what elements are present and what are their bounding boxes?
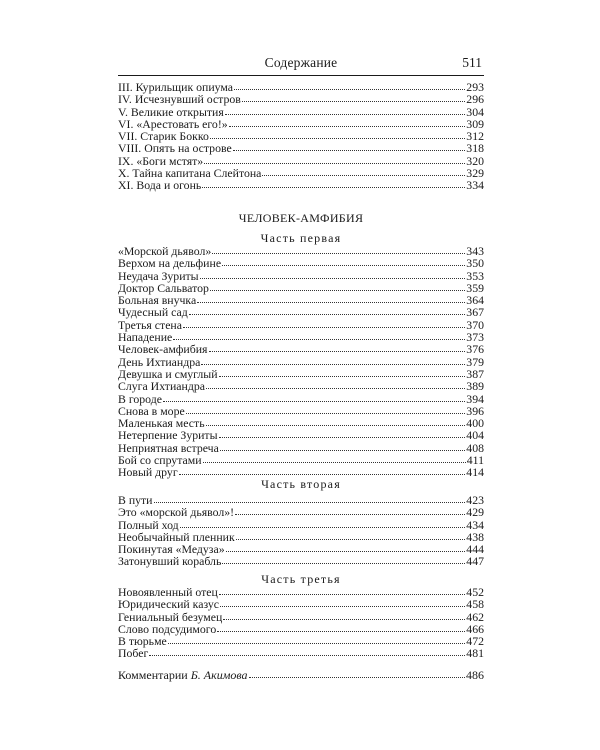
leader-dots — [219, 594, 465, 595]
leader-dots — [236, 539, 466, 540]
toc-entry[interactable] — [118, 319, 484, 331]
chapter-page-number: 376 — [466, 342, 484, 357]
chapter-title: Маленькая месть — [118, 416, 205, 431]
chapter-page-number: 296 — [466, 92, 484, 107]
toc-entry[interactable] — [118, 257, 484, 269]
chapter-page-number: 387 — [466, 366, 484, 381]
chapter-page-number: 411 — [466, 453, 484, 468]
chapter-title: «Морской дьявол» — [118, 244, 212, 258]
leader-dots — [219, 437, 466, 438]
toc-entry[interactable] — [118, 635, 484, 647]
chapter-page-number: 389 — [466, 379, 484, 394]
chapter-title: Снова в море — [118, 403, 185, 418]
leader-dots — [225, 114, 466, 115]
leader-dots — [173, 339, 465, 340]
chapter-title: Новоявленный отец — [118, 585, 218, 599]
chapter-page-number: 472 — [466, 634, 484, 649]
leader-dots — [204, 163, 465, 164]
leader-dots — [219, 376, 466, 377]
commentary-title: Комментарии Б. Акимова — [118, 668, 248, 682]
chapter-title: IX. «Боги мстят» — [118, 153, 204, 168]
toc-entry[interactable] — [118, 623, 484, 635]
chapter-title: Неудача Зуриты — [118, 268, 199, 283]
leader-dots — [168, 643, 466, 644]
leader-dots — [262, 175, 465, 176]
chapter-page-number: 404 — [466, 428, 484, 443]
toc-entry[interactable] — [118, 93, 484, 105]
part2-chapter-list — [118, 494, 484, 568]
chapter-title: Полный ход — [118, 517, 179, 532]
chapter-page-number: 293 — [466, 80, 484, 94]
leader-dots — [229, 126, 466, 127]
chapters-top-list — [118, 81, 484, 192]
toc-entry[interactable] — [118, 555, 484, 567]
chapter-page-number: 414 — [466, 465, 484, 480]
toc-entry[interactable] — [118, 393, 484, 405]
commentary-page: 486 — [466, 668, 484, 682]
leader-dots — [180, 527, 466, 528]
chapter-page-number: 452 — [466, 585, 484, 599]
leader-dots — [220, 606, 465, 607]
leader-dots — [220, 450, 465, 451]
chapter-page-number: 309 — [466, 116, 484, 131]
chapter-page-number: 447 — [466, 554, 484, 569]
part3-heading: Часть третья — [261, 572, 341, 586]
chapter-page-number: 312 — [466, 129, 484, 144]
toc-entry[interactable] — [118, 142, 484, 154]
chapter-title: Третья стена — [118, 317, 182, 332]
chapter-title: V. Великие открытия — [118, 104, 224, 119]
commentary-block — [118, 669, 484, 681]
chapter-title: Чудесный сад — [118, 305, 188, 320]
chapter-title: Новый друг — [118, 465, 178, 480]
leader-dots — [234, 89, 465, 90]
leader-dots — [222, 563, 465, 564]
chapter-title: Необычайный пленник — [118, 529, 235, 544]
chapter-title: Это «морской дьявол»! — [118, 505, 235, 520]
chapter-title: Больная внучка — [118, 293, 197, 308]
chapter-title: VII. Старик Бокко — [118, 129, 209, 144]
leader-dots — [249, 677, 466, 678]
toc-entry[interactable] — [118, 598, 484, 610]
chapter-title: Нетерпение Зуриты — [118, 428, 218, 443]
chapter-title: Юридический казус — [118, 597, 219, 612]
leader-dots — [200, 278, 466, 279]
page-number: 511 — [462, 55, 482, 70]
chapter-page-number: 458 — [466, 597, 484, 612]
commentary-author: Б. Акимова — [190, 668, 248, 682]
leader-dots — [206, 388, 465, 389]
leader-dots — [242, 101, 465, 102]
chapter-title: Неприятная встреча — [118, 440, 219, 455]
chapter-title: Человек-амфибия — [118, 342, 208, 357]
chapter-title: Слово подсудимого — [118, 621, 217, 636]
chapter-page-number: 353 — [466, 268, 484, 283]
chapter-page-number: 318 — [466, 141, 484, 156]
leader-dots — [235, 514, 465, 515]
chapter-page-number: 329 — [466, 166, 484, 181]
leader-dots — [149, 655, 465, 656]
work-title: ЧЕЛОВЕК-АМФИБИЯ — [238, 211, 364, 225]
leader-dots — [233, 150, 466, 151]
leader-dots — [217, 631, 465, 632]
chapter-page-number: 343 — [466, 244, 484, 258]
chapter-title: Слуга Ихтиандра — [118, 379, 205, 394]
chapter-page-number: 462 — [466, 609, 484, 624]
chapter-title: Покинутая «Медуза» — [118, 542, 225, 557]
leader-dots — [203, 462, 466, 463]
chapter-title: В городе — [118, 391, 162, 406]
chapter-page-number: 396 — [466, 403, 484, 418]
toc-entry[interactable] — [118, 179, 484, 191]
toc-entry[interactable] — [118, 647, 484, 659]
chapter-page-number: 423 — [466, 493, 484, 507]
chapter-title: X. Тайна капитана Слейтона — [118, 166, 262, 181]
chapter-title: Побег — [118, 646, 149, 661]
leader-dots — [179, 474, 466, 475]
leader-dots — [183, 327, 465, 328]
leader-dots — [197, 302, 465, 303]
chapter-page-number: 438 — [466, 529, 484, 544]
leader-dots — [154, 502, 466, 503]
chapter-page-number: 364 — [466, 293, 484, 308]
chapter-page-number: 334 — [466, 178, 484, 193]
leader-dots — [226, 551, 466, 552]
chapter-title: Затонувший корабль — [118, 554, 222, 569]
leader-dots — [222, 265, 465, 266]
chapter-title: XI. Вода и огонь — [118, 178, 202, 193]
chapter-page-number: 373 — [466, 330, 484, 345]
commentary-entry[interactable] — [118, 669, 484, 681]
header-title: Содержание — [264, 55, 338, 70]
leader-dots — [210, 290, 465, 291]
chapter-title: День Ихтиандра — [118, 354, 201, 369]
leader-dots — [201, 364, 465, 365]
part2-heading: Часть вторая — [261, 477, 341, 491]
chapter-page-number: 444 — [466, 542, 484, 557]
leader-dots — [163, 401, 465, 402]
leader-dots — [223, 619, 465, 620]
chapter-title: IV. Исчезнувший остров — [118, 92, 241, 107]
part1-heading: Часть первая — [260, 231, 342, 245]
chapter-title: Доктор Сальватор — [118, 280, 209, 295]
leader-dots — [212, 253, 465, 254]
chapter-page-number: 320 — [466, 153, 484, 168]
chapter-title: Девушка и смуглый — [118, 366, 218, 381]
chapter-page-number: 481 — [466, 646, 484, 661]
chapter-page-number: 379 — [466, 354, 484, 369]
chapter-title: III. Курильщик опиума — [118, 80, 234, 94]
chapter-title: Нападение — [118, 330, 173, 345]
leader-dots — [210, 138, 465, 139]
chapter-title: Гениальный безумец — [118, 609, 223, 624]
toc-entry[interactable] — [118, 380, 484, 392]
chapter-title: В тюрьме — [118, 634, 167, 649]
chapter-page-number: 394 — [466, 391, 484, 406]
chapter-page-number: 367 — [466, 305, 484, 320]
toc-entry[interactable] — [118, 429, 484, 441]
running-header — [118, 53, 484, 76]
part1-chapter-list — [118, 245, 484, 479]
chapter-title: VIII. Опять на острове — [118, 141, 232, 156]
chapter-title: Бой со спрутами — [118, 453, 202, 468]
leader-dots — [186, 413, 466, 414]
chapter-title: Верхом на дельфине — [118, 256, 222, 271]
chapter-page-number: 434 — [466, 517, 484, 532]
leader-dots — [209, 351, 466, 352]
chapter-title: VI. «Арестовать его!» — [118, 116, 228, 131]
chapter-title: В пути — [118, 493, 153, 507]
chapter-page-number: 408 — [466, 440, 484, 455]
toc-entry[interactable] — [118, 343, 484, 355]
leader-dots — [206, 425, 466, 426]
part3-chapter-list — [118, 586, 484, 660]
toc-entry[interactable] — [118, 306, 484, 318]
chapter-page-number: 359 — [466, 280, 484, 295]
leader-dots — [202, 187, 465, 188]
chapter-page-number: 350 — [466, 256, 484, 271]
chapter-page-number: 400 — [466, 416, 484, 431]
leader-dots — [189, 314, 466, 315]
chapter-page-number: 304 — [466, 104, 484, 119]
toc-entry[interactable] — [118, 506, 484, 518]
chapter-page-number: 429 — [466, 505, 484, 520]
chapter-page-number: 466 — [466, 621, 484, 636]
chapter-page-number: 370 — [466, 317, 484, 332]
